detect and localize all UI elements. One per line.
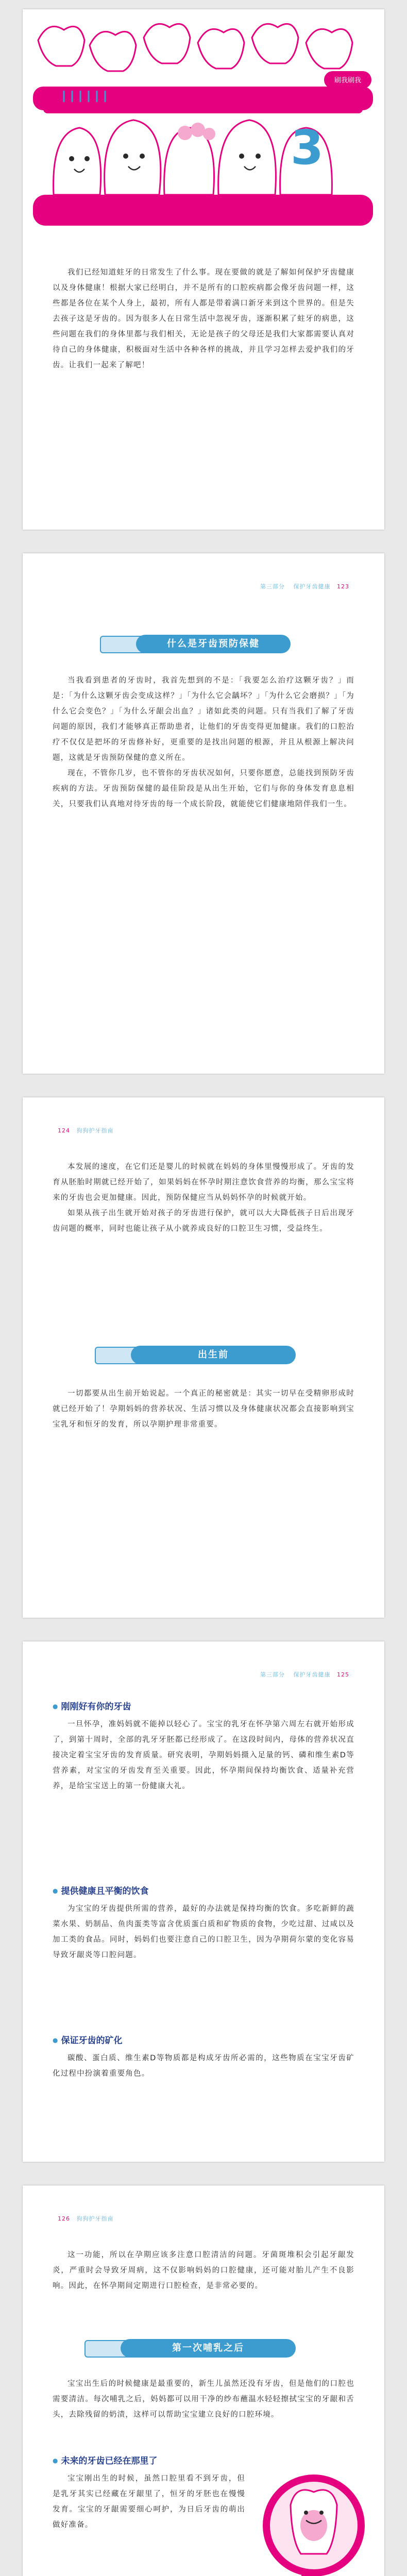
speech-badge: 刷我刷我 bbox=[334, 77, 362, 84]
section-title: ● 未来的牙齿已经在那里了 bbox=[53, 2453, 157, 2466]
header-title: 保护牙齿健康 bbox=[293, 583, 331, 590]
page-5 bbox=[23, 2185, 384, 2576]
banner-label: 什么是牙齿预防保健 bbox=[167, 638, 260, 649]
page3-header bbox=[54, 1126, 114, 1134]
big-number: 3 bbox=[291, 120, 324, 175]
banner-prevention bbox=[100, 629, 306, 659]
paragraph: 如果从孩子出生就开始对孩子的牙齿进行保护，就可以大大降低孩子日后出现牙齿问题的概率，同时也能让孩子从小就养成良好的口腔卫生习惯，受益终生。 bbox=[53, 1209, 354, 1233]
section-text: 为宝宝的牙齿提供所需的营养，最好的办法就是保持均衡的饮食。多吃新鲜的蔬菜水果、奶制品、鱼肉蛋类等富含优质蛋白质和矿物质的食物，少吃过甜、过咸以及加工类的食品。同时，妈妈们也要注意自己的口腔卫生，因为孕期荷尔蒙的变化容易导致牙龈炎等口腔问题。 bbox=[53, 1905, 354, 1959]
paragraph: 一切都要从出生前开始说起。一个真正的秘密就是：其实一切早在受精卵形成时就已经开始了！孕期妈妈的营养状况、生活习惯以及身体健康状况都会直接影响到宝宝乳牙和恒牙的发育，所以孕期护理非常重要。 bbox=[53, 1389, 354, 1429]
section-text: 一旦怀孕，准妈妈就不能掉以轻心了。宝宝的乳牙在怀孕第六周左右就开始形成了，到第十周时，全部的乳牙牙胚都已经形成了。在这段时间内，母体的营养状况直接决定着宝宝牙齿的发育质量。研究表明，孕期妈妈摄入足量的钙、磷和维生素D等营养素，对宝宝的牙齿发育至关重要。因此，怀孕期间保持均衡饮食、适量补充营养，是给宝宝送上的第一份健康大礼。 bbox=[53, 1720, 354, 1790]
page-1 bbox=[23, 9, 384, 530]
page1-paragraph: 我们已经知道蛀牙的日常发生了什么事。现在要做的就是了解如何保护牙齿健康以及身体健康！根据大家已经明白，并不是所有的口腔疾病都会像牙齿问题一样，这些都是各位在某个人身上，最初，所有人都是带着满口新牙来到这个世界的。但是失去孩子这是牙齿的。因为很多人在日常生活中忽视牙齿，逐渐积累了蛀牙的病患，这些问题在我们的身体里都与我们相关，无论是孩子的父母还是我们大家都需要认真对待自己的身体健康，积极面对生活中各种各样的挑战，并且学习怎样去爱护我们的牙齿。让我们一起来了解吧！ bbox=[53, 268, 354, 369]
page-number: 125 bbox=[337, 1671, 349, 1678]
page-number: 123 bbox=[337, 583, 349, 590]
magnifier-tooth-illustration bbox=[255, 2464, 373, 2576]
banner-label: 出生前 bbox=[198, 1349, 229, 1360]
header-part: 第三部分 bbox=[260, 583, 285, 590]
header-title: 保护牙齿健康 bbox=[293, 1671, 331, 1678]
page5-after: 宝宝出生后的时候健康是最重要的，新生儿虽然还没有牙齿，但是他们的口腔也需要清洁。每次哺乳之后，妈妈都可以用干净的纱布蘸温水轻轻擦拭宝宝的牙龈和舌头，去除残留的奶渍，这样可以帮助宝宝建立良好的口腔环境。 bbox=[53, 2380, 354, 2419]
section-title: ● 保证牙齿的矿化 bbox=[53, 2033, 122, 2046]
page2-header bbox=[260, 582, 353, 590]
section-text: 碳酸、蛋白质、维生素D等物质都是构成牙齿所必需的，这些物质在宝宝牙齿矿化过程中扮演着重要角色。 bbox=[53, 2054, 354, 2078]
page-number: 124 bbox=[58, 1127, 70, 1134]
page-3 bbox=[23, 1097, 384, 1618]
page-4 bbox=[23, 1641, 384, 2162]
page3-body bbox=[53, 1159, 354, 1236]
page3-after bbox=[53, 1386, 354, 1432]
page1-body bbox=[53, 265, 354, 373]
paragraph: 本发展的速度，在它们还是婴儿的时候就在妈妈的身体里慢慢形成了。牙齿的发育从胚胎时期就已经开始了，如果妈妈在怀孕时期注意饮食营养的均衡，那么宝宝将来的牙齿也会更加健康。因此，预防保健应当从妈妈怀孕的时候就开始。 bbox=[53, 1163, 354, 1202]
header-title: 狗狗护牙指南 bbox=[76, 2215, 114, 2222]
banner-before-birth bbox=[95, 1340, 311, 1370]
page2-body bbox=[53, 673, 354, 812]
header-part: 第三部分 bbox=[260, 1671, 285, 1678]
page4-header bbox=[260, 1670, 353, 1679]
teeth-illustration bbox=[23, 9, 384, 231]
section-text: 宝宝刚出生的时候，虽然口腔里看不到牙齿，但是乳牙其实已经藏在牙龈里了，恒牙的牙胚也在慢慢发育。宝宝的牙龈需要细心呵护，为日后牙齿的萌出做好准备。 bbox=[53, 2475, 245, 2529]
banner-after-feeding bbox=[84, 2333, 311, 2364]
header-title: 狗狗护牙指南 bbox=[76, 1127, 114, 1134]
paragraph: 当我看到患者的牙齿时，我首先想到的不是：「我要怎么治疗这颗牙齿？」而是：「为什么这颗牙齿会变成这样？」「为什么它会龋坏？」「为什么它会磨损？」「为什么它会变色？」「为什么牙龈会出血？」诸如此类的问题。只有当我们了解了牙齿问题的原因，我们才能够真正帮助患者，让他们的牙齿变得更加健康。我们的口腔治疗不仅仅是把坏的牙齿修补好，更重要的是找出问题的根源，并且从根源上解决问题，这就是牙齿预防保健的意义所在。 bbox=[53, 676, 354, 762]
page-2 bbox=[23, 553, 384, 1074]
section-title: ● 提供健康且平衡的饮食 bbox=[53, 1884, 148, 1896]
page-number: 126 bbox=[58, 2215, 70, 2222]
paragraph: 现在，不管你几岁，也不管你的牙齿状况如何，只要你愿意，总能找到预防牙齿疾病的方法。牙齿预防保健的最佳阶段是从出生开始，它们与你的身体发育息息相关，只要我们认真地对待牙齿的每一个成长阶段，就能使它们健康地陪伴我们一生。 bbox=[53, 769, 354, 808]
section-title: ● 刚刚好有你的牙齿 bbox=[53, 1699, 131, 1712]
banner-label: 第一次哺乳之后 bbox=[172, 2343, 244, 2353]
page5-intro: 这一功能，所以在孕期应该多注意口腔清洁的问题。牙菌斑堆积会引起牙龈发炎，严重时会导致牙周病，这不仅影响妈妈的口腔健康，还可能对胎儿产生不良影响。因此，在怀孕期间定期进行口腔检查，是非常必要的。 bbox=[53, 2251, 354, 2290]
page5-header bbox=[54, 2214, 114, 2223]
